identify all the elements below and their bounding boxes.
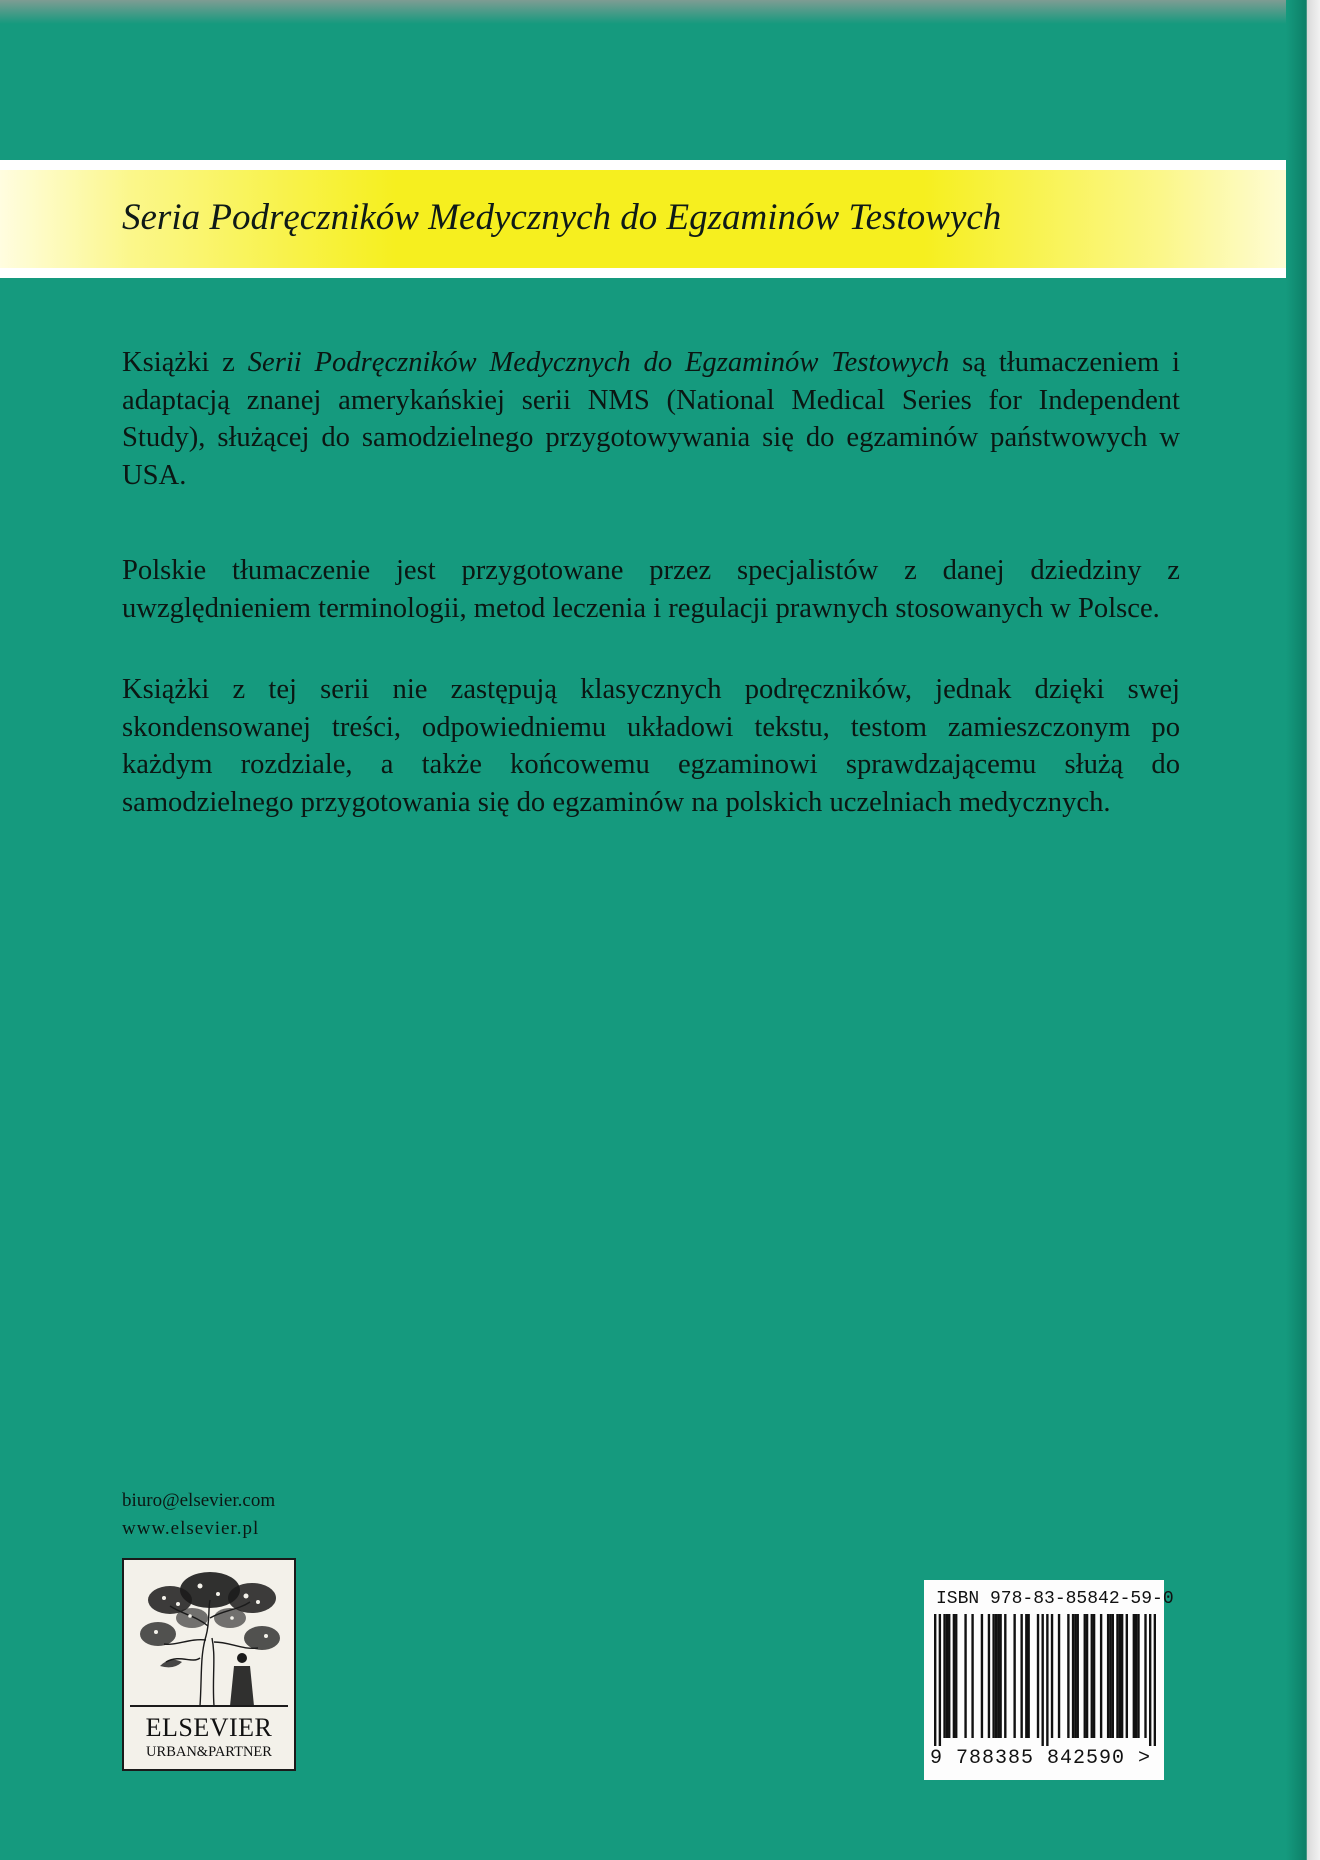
barcode-bar <box>1072 1614 1074 1738</box>
series-band <box>0 160 1320 278</box>
barcode-bar <box>946 1614 948 1738</box>
barcode-bar <box>1119 1614 1121 1738</box>
barcode-bar <box>1144 1614 1146 1738</box>
barcode-bars <box>934 1614 1156 1746</box>
elsevier-tree-icon <box>130 1566 288 1710</box>
barcode-bar <box>955 1614 957 1738</box>
publisher-name: ELSEVIER <box>145 1713 273 1742</box>
description-paragraph-1 <box>122 344 1180 494</box>
contact-website: www.elsevier.pl <box>122 1518 260 1539</box>
barcode-bar <box>1025 1614 1027 1738</box>
barcode-bar <box>1149 1614 1151 1746</box>
barcode-bar <box>1126 1614 1128 1738</box>
isbn-barcode <box>924 1580 1174 1780</box>
barcode-bar <box>1027 1614 1029 1738</box>
barcode-bar <box>1154 1614 1156 1746</box>
barcode-bar <box>1091 1614 1093 1738</box>
barcode-bar <box>964 1614 966 1738</box>
barcode-bar <box>1041 1614 1043 1746</box>
barcode-bar <box>1133 1614 1135 1738</box>
barcode-bar <box>981 1614 983 1738</box>
barcode-bar <box>1077 1614 1079 1738</box>
barcode-bar <box>995 1614 997 1738</box>
description-paragraph-3 <box>122 671 1180 821</box>
barcode-bar <box>1135 1614 1137 1738</box>
isbn-label: ISBN 978-83-85842-59-0 <box>936 1589 1174 1609</box>
barcode-bar <box>948 1614 950 1738</box>
barcode-bar <box>1107 1614 1109 1738</box>
barcode-bar <box>1100 1614 1102 1738</box>
barcode-bar <box>988 1614 990 1738</box>
barcode-bar <box>1046 1614 1048 1746</box>
series-band-yellow <box>0 170 1320 268</box>
p1-series-name: Serii Podręczników Medycznych do Egzaminów Testowych <box>247 347 950 378</box>
barcode-bar <box>992 1614 994 1738</box>
barcode-bar <box>1058 1614 1060 1738</box>
publisher-logo <box>122 1558 296 1771</box>
barcode-bar <box>953 1614 955 1738</box>
barcode-bar <box>1137 1614 1139 1738</box>
barcode-bar <box>943 1614 945 1738</box>
barcode-bar <box>1093 1614 1095 1738</box>
barcode-bar <box>1086 1614 1088 1738</box>
barcode-bar <box>1074 1614 1076 1738</box>
contact-email: biuro@elsevier.com <box>122 1490 276 1511</box>
barcode-bar <box>934 1614 936 1746</box>
barcode-bar <box>1004 1614 1006 1738</box>
barcode-bar <box>1084 1614 1086 1738</box>
barcode-bar <box>1121 1614 1123 1738</box>
publisher-contact <box>122 1487 275 1543</box>
p3-text: Książki z tej serii nie zastępują klasycznych podręczników, jednak dzięki swej skondensowanej treści, odpowiedniemu układowi tekstu, testom zamieszczonym po każdym rozdziale, a także końcowemu egzaminowi sprawdzającemu służą do samodzielnego przygotowania się do egzaminów na polskich uczelniach medycznych. <box>122 674 1180 818</box>
barcode-bar <box>1067 1614 1069 1738</box>
description-paragraph-2 <box>122 552 1180 627</box>
ean-digits: 9 788385 842590 > <box>930 1747 1152 1770</box>
barcode-bar <box>1116 1614 1118 1738</box>
barcode-bar <box>1051 1614 1053 1738</box>
publisher-subname: URBAN&PARTNER <box>146 1744 272 1760</box>
barcode-bar <box>971 1614 973 1738</box>
barcode-bar <box>1020 1614 1022 1738</box>
barcode-bar <box>1037 1614 1039 1738</box>
barcode-bar <box>1112 1614 1114 1738</box>
barcode-bar <box>939 1614 941 1746</box>
p2-text: Polskie tłumaczenie jest przygotowane przez specjalistów z danej dziedziny z uwzględnieniem terminologii, metod leczenia i regulacji prawnych stosowanych w Polsce. <box>122 555 1180 624</box>
p1-rest: są tłumaczeniem i adaptacją znanej amerykańskiej serii NMS (National Medical Series for Independent Study), służącej do samodzielnego przygotowywania się do egzaminów państwowych w USA. <box>122 347 1180 491</box>
series-title: Seria Podręczników Medycznych do Egzaminów Testowych <box>122 197 1002 238</box>
barcode-bar <box>1013 1614 1015 1738</box>
barcode-bar <box>999 1614 1001 1738</box>
barcode-bar <box>997 1614 999 1738</box>
p1-lead: Książki z <box>122 347 248 378</box>
barcode-bar <box>1109 1614 1111 1738</box>
